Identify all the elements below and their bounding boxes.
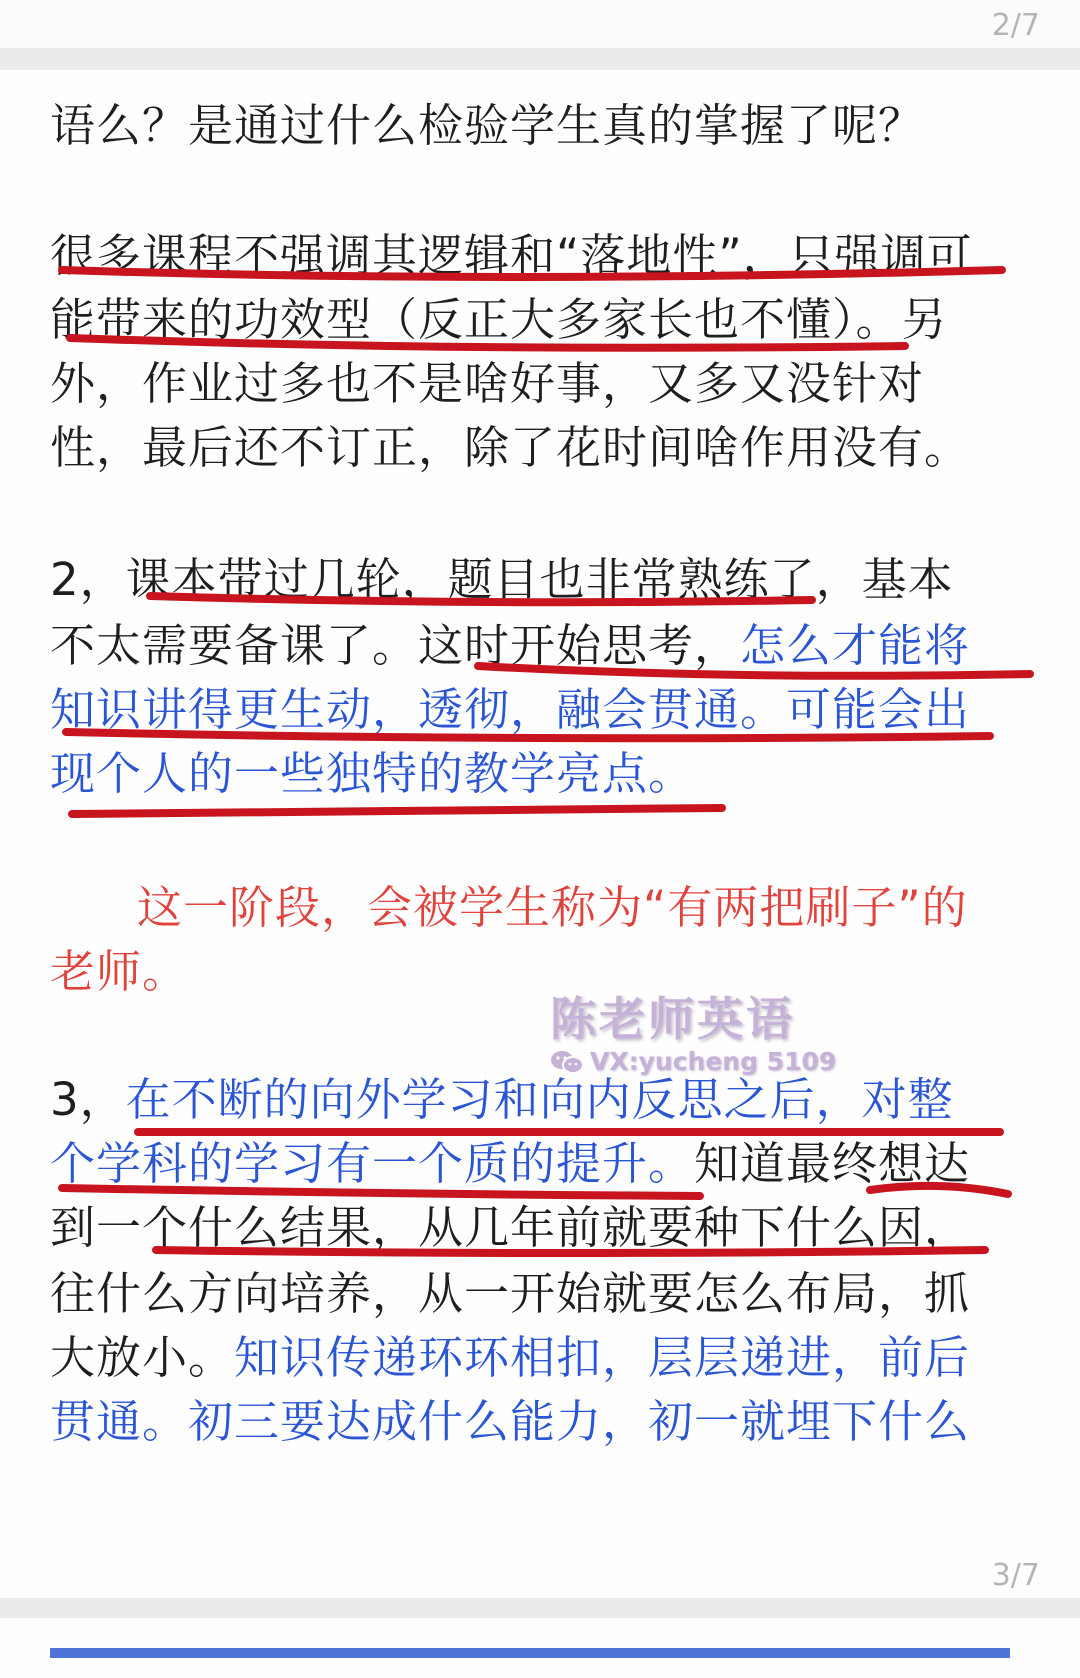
page-top-strip (0, 0, 1080, 48)
text-segment: 性，最后还不订正，除了花时间啥作用没有。 (50, 421, 971, 474)
text-segment: 2，课本带过几轮，题目也非常熟练了，基本 (50, 553, 954, 606)
text-segment: 不太需要备课了。这时开始思考， (50, 619, 741, 672)
text-line (50, 1328, 970, 1388)
text-line (50, 354, 924, 414)
wechat-icon (550, 1049, 584, 1075)
next-page-peek (0, 1618, 1080, 1678)
text-line (50, 226, 973, 286)
text-line (50, 616, 970, 676)
text-segment: 3， (50, 1073, 126, 1126)
text-segment: 这一阶段，会被学生称为“有两把刷子”的 (137, 881, 968, 934)
text-segment: 知识传递环环相扣，层层递进，前后 (234, 1331, 971, 1384)
text-segment: 老师。 (50, 945, 189, 998)
text-line (50, 1198, 970, 1258)
next-page-text-fragment (50, 1648, 1010, 1678)
text-segment: 往什么方向培养，从一开始就要怎么布局，抓 (50, 1267, 971, 1320)
text-segment: 知识讲得更生动，透彻，融会贯通。可能会出 (50, 683, 971, 736)
text-segment: 怎么才能将 (740, 619, 971, 672)
text-line (50, 550, 954, 610)
page-number-bottom: 3/7 (991, 1558, 1040, 1593)
text-line (50, 744, 694, 804)
watermark-contact: VX:yucheng 5109 (590, 1047, 837, 1076)
document-page[interactable] (0, 70, 1080, 1598)
text-segment: 现个人的一些独特的教学亮点。 (50, 747, 695, 800)
page-number-top: 2/7 (991, 8, 1040, 43)
text-line (50, 1134, 970, 1194)
text-segment: 语么？是通过什么检验学生真的掌握了呢？ (50, 99, 925, 152)
text-segment: 很多课程不强调其逻辑和“落地性”，只强调可 (50, 229, 973, 282)
text-segment: 能带来的功效型（反正大多家长也不懂）。另 (50, 293, 948, 346)
text-line (50, 290, 948, 350)
text-segment: 贯通。初三要达成什么能力，初一就埋下什么 (50, 1395, 971, 1448)
text-segment: 在不断的向外学习和向内反思之后，对整 (125, 1073, 954, 1126)
text-line (50, 1392, 970, 1452)
text-line (50, 418, 970, 478)
text-segment: 大放小。 (50, 1331, 235, 1384)
text-line (50, 96, 924, 156)
text-segment: 知道最终想达 (694, 1137, 971, 1190)
watermark-title: 陈老师英语 (550, 992, 795, 1046)
text-line (137, 878, 968, 938)
text-line (50, 1070, 954, 1130)
underline-stroke (72, 808, 722, 814)
watermark (550, 992, 880, 1078)
watermark-contact-row (550, 1046, 880, 1078)
text-segment: 外，作业过多也不是啥好事，又多又没针对 (50, 357, 925, 410)
text-segment: 个学科的学习有一个质的提升。 (50, 1137, 695, 1190)
text-segment: 到一个什么结果，从几年前就要种下什么因， (50, 1201, 971, 1254)
text-line (50, 942, 188, 1002)
text-line (50, 680, 970, 740)
text-line (50, 1264, 970, 1324)
